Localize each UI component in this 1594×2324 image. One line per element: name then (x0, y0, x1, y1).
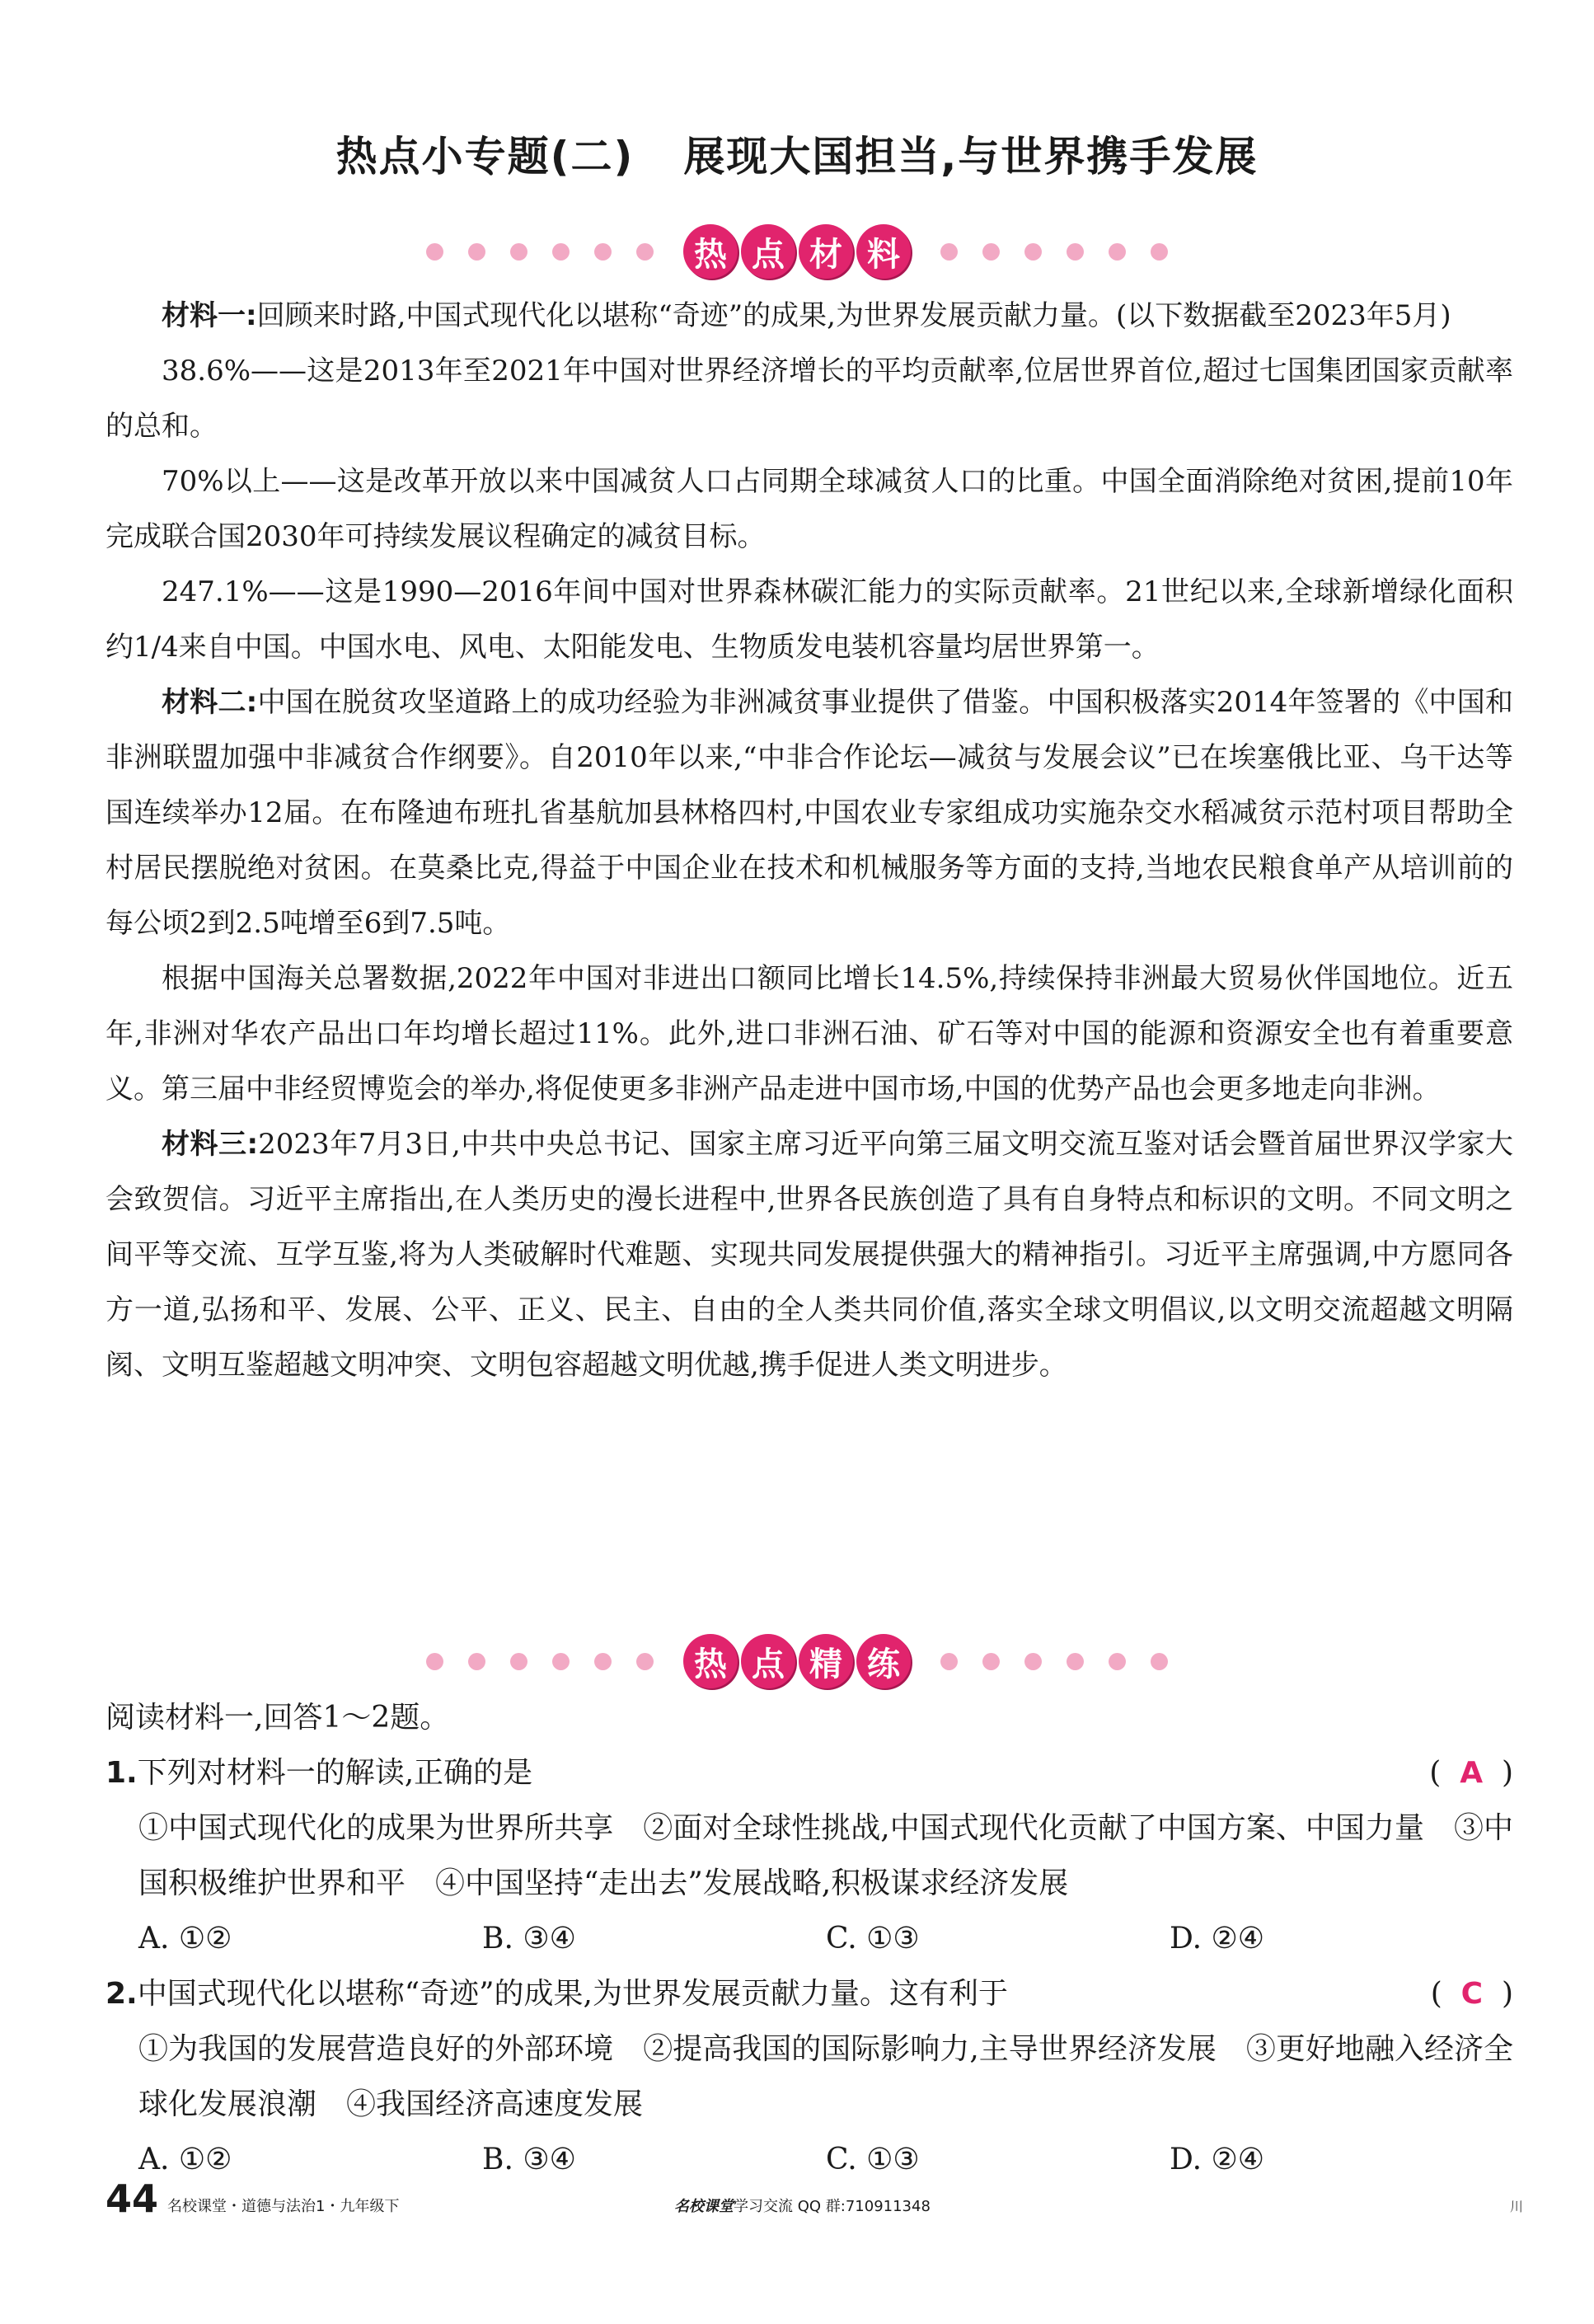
badge-char: 材 (799, 224, 853, 279)
question-stem: 中国式现代化以堪称“奇迹”的成果,为世界发展贡献力量。这有利于 (137, 1977, 1008, 2011)
dot-decoration (1024, 243, 1042, 261)
section-badge (683, 1634, 911, 1688)
badge-char: 料 (856, 224, 911, 279)
materials-body (105, 289, 1513, 1393)
dot-decoration (636, 243, 654, 261)
practice-intro: 阅读材料一,回答1～2题。 (105, 1701, 450, 1735)
material-paragraph (105, 344, 1513, 454)
dot-decoration (552, 243, 570, 261)
choice-b: B. ③④ (482, 1922, 576, 1955)
dot-decoration (1024, 1653, 1042, 1670)
dot-decoration (1109, 1653, 1126, 1670)
answer-bracket: ( C ) (1430, 1977, 1513, 2011)
dot-decoration (1067, 1653, 1084, 1670)
question-1 (105, 1745, 1513, 1801)
title-sub: 展现大国担当,与世界携手发展 (683, 133, 1259, 181)
dot-decoration (510, 243, 527, 261)
dot-decoration (636, 1653, 654, 1670)
choice-a: A. ①② (138, 1922, 232, 1955)
badge-char: 点 (741, 224, 795, 279)
section-header-practice (0, 1628, 1594, 1694)
material-text: 根据中国海关总署数据,2022年中国对非进出口额同比增长14.5%,持续保持非洲最大贸易伙伴国地位。近五年,非洲对华农产品出口年均增长超过11%。此外,进口非洲石油、矿石等对中国的能源和资源安全也有着重要意义。第三届中非经贸博览会的举办,将促使更多非洲产品走进中国市场,中国的优势产品也会更多地走向非洲。 (105, 962, 1513, 1106)
dot-decoration (982, 1653, 1000, 1670)
section-badge (683, 224, 911, 279)
dot-decoration (940, 243, 958, 261)
choice-b: B. ③④ (482, 2143, 576, 2176)
material-label: 材料三: (162, 1128, 259, 1161)
material-label: 材料一: (162, 299, 257, 332)
brand-logo: 名校课堂 (674, 2198, 734, 2215)
page-footer (105, 2176, 1523, 2226)
page-title (0, 124, 1594, 183)
question-number: 1. (105, 1756, 138, 1790)
qq-group-info (674, 2195, 931, 2216)
dot-decoration (1067, 243, 1084, 261)
dot-decoration (594, 243, 612, 261)
dot-decoration (426, 1653, 443, 1670)
dot-decoration (982, 243, 1000, 261)
question-statements: ①为我国的发展营造良好的外部环境 ②提高我国的国际影响力,主导世界经济发展 ③更好地融入经济全球化发展浪潮 ④我国经济高速度发展 (138, 2032, 1513, 2121)
book-title: 名校课堂・道德与法治1・九年级下 (167, 2198, 400, 2215)
title-main: 热点小专题(二) (335, 133, 635, 181)
answer-choices (105, 1911, 1513, 1966)
qq-text: 学习交流 QQ 群:710911348 (734, 2198, 931, 2215)
answer-letter: A (1460, 1756, 1484, 1790)
badge-char: 热 (683, 224, 738, 279)
corner-mark: 川 (1509, 2199, 1523, 2214)
material-paragraph (105, 675, 1513, 951)
choice-d: D. ②④ (1170, 2143, 1265, 2176)
question-stem: 下列对材料一的解读,正确的是 (137, 1756, 533, 1790)
material-text: 回顾来时路,中国式现代化以堪称“奇迹”的成果,为世界发展贡献力量。(以下数据截至2023年5月) (256, 299, 1451, 332)
material-text: 247.1%——这是1990—2016年间中国对世界森林碳汇能力的实际贡献率。21世纪以来,全球新增绿化面积约1/4来自中国。中国水电、风电、太阳能发电、生物质发电装机容量均居世界第一。 (105, 575, 1513, 664)
material-text: 38.6%——这是2013年至2021年中国对世界经济增长的平均贡献率,位居世界首位,超过七国集团国家贡献率的总和。 (105, 354, 1513, 443)
dot-decoration (426, 243, 443, 261)
dot-decoration (1151, 1653, 1168, 1670)
dots-right (940, 243, 1168, 261)
badge-char: 精 (799, 1634, 853, 1688)
badge-char: 练 (856, 1634, 911, 1688)
material-text: 70%以上——这是改革开放以来中国减贫人口占同期全球减贫人口的比重。中国全面消除绝对贫困,提前10年完成联合国2030年可持续发展议程确定的减贫目标。 (105, 465, 1513, 553)
choice-c: C. ①③ (826, 2143, 920, 2176)
material-label: 材料二: (162, 686, 258, 719)
dot-decoration (940, 1653, 958, 1670)
practice-section (105, 1690, 1513, 2187)
material-text: 2023年7月3日,中共中央总书记、国家主席习近平向第三届文明交流互鉴对话会暨首届世界汉学家大会致贺信。习近平主席指出,在人类历史的漫长进程中,世界各民族创造了具有自身特点和标识的文明。不同文明之间平等交流、互学互鉴,将为人类破解时代难题、实现共同发展提供强大的精神指引。习近平主席强调,中方愿同各方一道,弘扬和平、发展、公平、正义、民主、自由的全人类共同价值,落实全球文明倡议,以文明交流超越文明隔阂、文明互鉴超越文明冲突、文明包容超越文明优越,携手促进人类文明进步。 (105, 1128, 1513, 1382)
dots-left (426, 1653, 654, 1670)
dot-decoration (1109, 243, 1126, 261)
badge-char: 点 (741, 1634, 795, 1688)
material-paragraph (105, 454, 1513, 565)
answer-letter: C (1460, 1977, 1484, 2011)
dot-decoration (468, 1653, 485, 1670)
material-text: 中国在脱贫攻坚道路上的成功经验为非洲减贫事业提供了借鉴。中国积极落实2014年签署的《中国和非洲联盟加强中非减贫合作纲要》。自2010年以来,“中非合作论坛—减贫与发展会议”已在埃塞俄比亚、乌干达等国连续举办12届。在布隆迪布班扎省基航加县林格四村,中国农业专家组成功实施杂交水稻减贫示范村项目帮助全村居民摆脱绝对贫困。在莫桑比克,得益于中国企业在技术和机械服务等方面的支持,当地农民粮食单产从培训前的每公顷2到2.5吨增至6到7.5吨。 (105, 686, 1513, 940)
dot-decoration (1151, 243, 1168, 261)
choice-a: A. ①② (138, 2143, 232, 2176)
material-paragraph (105, 951, 1513, 1117)
section-header-materials (0, 218, 1594, 284)
choice-d: D. ②④ (1170, 1922, 1265, 1955)
material-paragraph (105, 565, 1513, 675)
material-paragraph (105, 1117, 1513, 1393)
dot-decoration (594, 1653, 612, 1670)
material-paragraph (105, 289, 1513, 344)
page-number: 44 (105, 2176, 159, 2221)
dots-left (426, 243, 654, 261)
badge-char: 热 (683, 1634, 738, 1688)
dot-decoration (468, 243, 485, 261)
dots-right (940, 1653, 1168, 1670)
choice-c: C. ①③ (826, 1922, 920, 1955)
dot-decoration (552, 1653, 570, 1670)
question-2 (105, 1966, 1513, 2021)
question-number: 2. (105, 1977, 138, 2011)
question-statements: ①中国式现代化的成果为世界所共享 ②面对全球性挑战,中国式现代化贡献了中国方案、中国力量 ③中国积极维护世界和平 ④中国坚持“走出去”发展战略,积极谋求经济发展 (138, 1811, 1513, 1900)
answer-bracket: ( A ) (1429, 1756, 1513, 1790)
dot-decoration (510, 1653, 527, 1670)
